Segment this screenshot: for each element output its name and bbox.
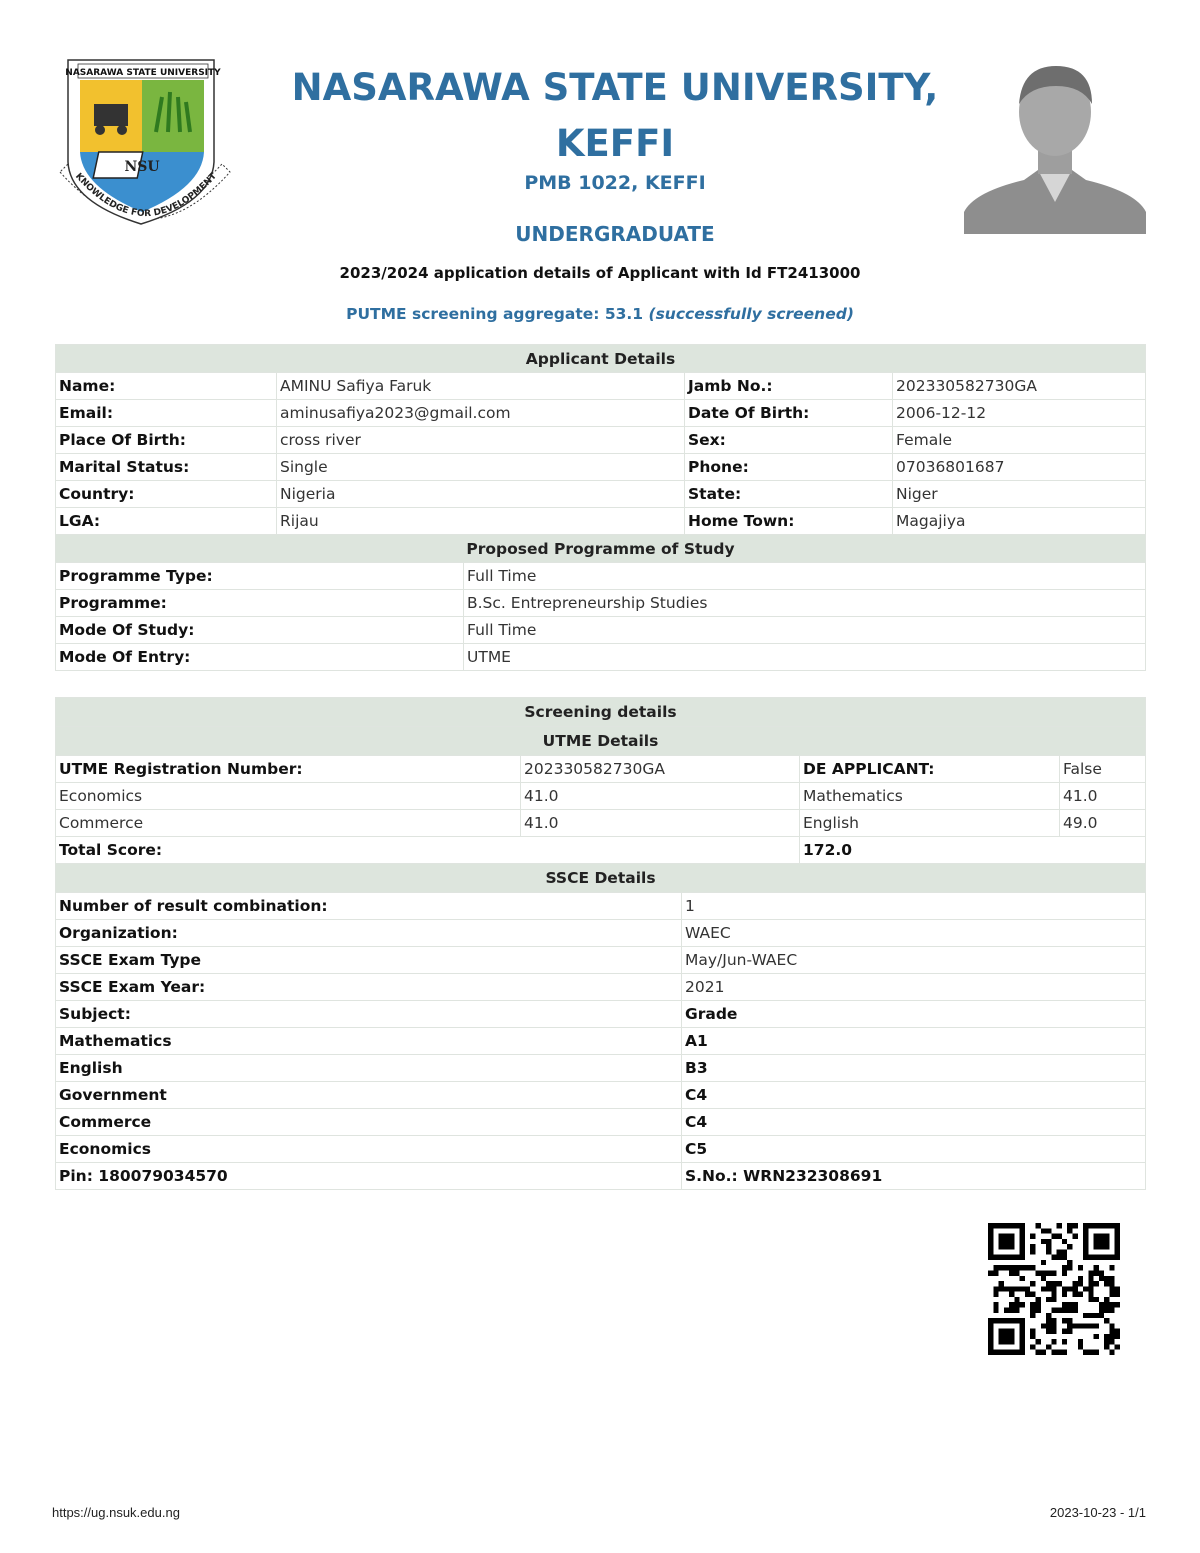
application-title: 2023/2024 application details of Applicant with Id FT2413000 — [339, 264, 861, 282]
mode-of-entry-label: Mode Of Entry: — [56, 644, 464, 671]
jamb-no-label: Jamb No.: — [685, 373, 893, 400]
university-name — [240, 60, 990, 172]
utme-subject-score: 41.0 — [1060, 783, 1146, 810]
email-value: aminusafiya2023@gmail.com — [277, 400, 685, 427]
ssce-exam-year-value: 2021 — [682, 974, 1146, 1001]
qr-code — [988, 1223, 1120, 1355]
sex-label: Sex: — [685, 427, 893, 454]
logo-motto-text: KNOWLEDGE FOR DEVELOPMENT — [73, 171, 219, 220]
table-row — [56, 454, 1146, 481]
university-name-line1: NASARAWA STATE UNIVERSITY, — [291, 66, 939, 109]
table-row — [56, 1001, 1146, 1028]
total-score-value: 172.0 — [800, 837, 1146, 864]
table-row — [56, 373, 1146, 400]
country-value: Nigeria — [277, 481, 685, 508]
utme-subject-name: English — [800, 810, 1060, 837]
aggregate-score: PUTME screening aggregate: 53.1 — [346, 305, 644, 323]
svg-text:NSU: NSU — [124, 159, 160, 175]
utme-subject-score: 41.0 — [521, 783, 800, 810]
programme-level: UNDERGRADUATE — [515, 222, 715, 246]
place-of-birth-label: Place Of Birth: — [56, 427, 277, 454]
utme-details-heading: UTME Details — [56, 727, 1146, 756]
table-row — [56, 810, 1146, 837]
ssce-grade: C5 — [682, 1136, 1146, 1163]
de-applicant-label: DE APPLICANT: — [800, 756, 1060, 783]
table-row — [56, 427, 1146, 454]
total-score-label: Total Score: — [56, 837, 800, 864]
applicant-photo-avatar — [964, 52, 1146, 234]
lga-label: LGA: — [56, 508, 277, 535]
utme-subject-score: 49.0 — [1060, 810, 1146, 837]
utme-registration-value: 202330582730GA — [521, 756, 800, 783]
phone-label: Phone: — [685, 454, 893, 481]
table-row — [56, 893, 1146, 920]
grade-header: Grade — [682, 1001, 1146, 1028]
table-row — [56, 837, 1146, 864]
university-address: PMB 1022, KEFFI — [524, 172, 706, 194]
screening-details-table — [55, 697, 1146, 1190]
ssce-subject: English — [56, 1055, 682, 1082]
university-name-line2: KEFFI — [555, 122, 675, 165]
date-of-birth-value: 2006-12-12 — [893, 400, 1146, 427]
ssce-exam-type-value: May/Jun-WAEC — [682, 947, 1146, 974]
marital-status-label: Marital Status: — [56, 454, 277, 481]
ssce-subject: Government — [56, 1082, 682, 1109]
result-combination-label: Number of result combination: — [56, 893, 682, 920]
programme-heading: Proposed Programme of Study — [56, 535, 1146, 563]
university-logo — [52, 52, 238, 236]
country-label: Country: — [56, 481, 277, 508]
name-value: AMINU Safiya Faruk — [277, 373, 685, 400]
table-row — [56, 920, 1146, 947]
table-row — [56, 756, 1146, 783]
table-row — [56, 783, 1146, 810]
ssce-subject: Mathematics — [56, 1028, 682, 1055]
ssce-subject: Economics — [56, 1136, 682, 1163]
document-header — [0, 0, 1200, 340]
table-row — [56, 1055, 1146, 1082]
jamb-no-value: 202330582730GA — [893, 373, 1146, 400]
table-row — [56, 1028, 1146, 1055]
table-row — [56, 617, 1146, 644]
applicant-details-heading: Applicant Details — [56, 345, 1146, 373]
table-row — [56, 947, 1146, 974]
utme-registration-label: UTME Registration Number: — [56, 756, 521, 783]
organization-value: WAEC — [682, 920, 1146, 947]
utme-subject-score: 41.0 — [521, 810, 800, 837]
table-row — [56, 1109, 1146, 1136]
screening-details-heading: Screening details — [56, 698, 1146, 727]
result-combination-value: 1 — [682, 893, 1146, 920]
utme-subject-name: Commerce — [56, 810, 521, 837]
organization-label: Organization: — [56, 920, 682, 947]
utme-subject-name: Mathematics — [800, 783, 1060, 810]
footer-url: https://ug.nsuk.edu.ng — [52, 1505, 180, 1520]
name-label: Name: — [56, 373, 277, 400]
ssce-grade: C4 — [682, 1109, 1146, 1136]
state-label: State: — [685, 481, 893, 508]
applicant-details-table — [55, 344, 1146, 671]
aggregate-status: (successfully screened) — [648, 305, 854, 323]
programme-value: B.Sc. Entrepreneurship Studies — [464, 590, 1146, 617]
date-of-birth-label: Date Of Birth: — [685, 400, 893, 427]
mode-of-entry-value: UTME — [464, 644, 1146, 671]
footer-page-info: 2023-10-23 - 1/1 — [1049, 1505, 1146, 1520]
utme-subject-name: Economics — [56, 783, 521, 810]
programme-type-label: Programme Type: — [56, 563, 464, 590]
table-row — [56, 644, 1146, 671]
ssce-exam-type-label: SSCE Exam Type — [56, 947, 682, 974]
screening-aggregate — [200, 305, 1000, 323]
table-row — [56, 1163, 1146, 1190]
programme-label: Programme: — [56, 590, 464, 617]
ssce-grade: A1 — [682, 1028, 1146, 1055]
de-applicant-value: False — [1060, 756, 1146, 783]
table-row — [56, 974, 1146, 1001]
table-row — [56, 1136, 1146, 1163]
table-row — [56, 400, 1146, 427]
mode-of-study-label: Mode Of Study: — [56, 617, 464, 644]
table-row — [56, 481, 1146, 508]
logo-title-text: NASARAWA STATE UNIVERSITY — [65, 68, 221, 78]
table-row — [56, 590, 1146, 617]
pin-number: Pin: 180079034570 — [56, 1163, 682, 1190]
marital-status-value: Single — [277, 454, 685, 481]
subject-header: Subject: — [56, 1001, 682, 1028]
sex-value: Female — [893, 427, 1146, 454]
phone-value: 07036801687 — [893, 454, 1146, 481]
ssce-subject: Commerce — [56, 1109, 682, 1136]
table-row — [56, 508, 1146, 535]
serial-number: S.No.: WRN232308691 — [682, 1163, 1146, 1190]
mode-of-study-value: Full Time — [464, 617, 1146, 644]
lga-value: Rijau — [277, 508, 685, 535]
home-town-value: Magajiya — [893, 508, 1146, 535]
email-label: Email: — [56, 400, 277, 427]
ssce-exam-year-label: SSCE Exam Year: — [56, 974, 682, 1001]
place-of-birth-value: cross river — [277, 427, 685, 454]
ssce-grade: C4 — [682, 1082, 1146, 1109]
ssce-grade: B3 — [682, 1055, 1146, 1082]
state-value: Niger — [893, 481, 1146, 508]
ssce-details-heading: SSCE Details — [56, 864, 1146, 893]
home-town-label: Home Town: — [685, 508, 893, 535]
table-row — [56, 563, 1146, 590]
table-row — [56, 1082, 1146, 1109]
programme-type-value: Full Time — [464, 563, 1146, 590]
